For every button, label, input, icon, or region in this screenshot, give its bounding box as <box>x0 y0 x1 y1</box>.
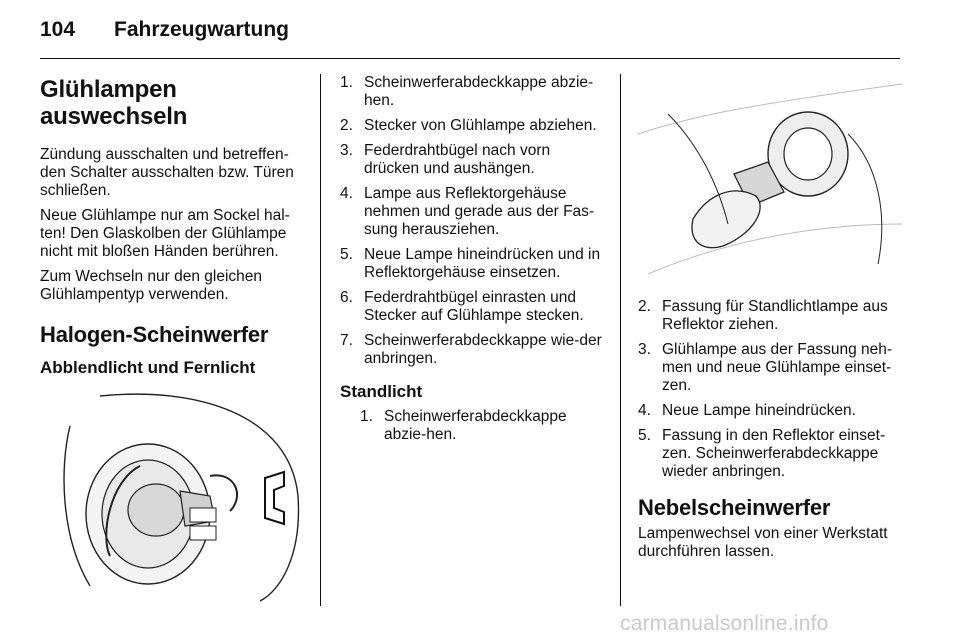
step-text: Federdrahtbügel nach vorn drücken und aushängen. <box>364 142 551 177</box>
step-number: 5. <box>340 246 353 263</box>
column-2 <box>340 74 606 451</box>
list-item <box>340 117 606 135</box>
step-list-abblendlicht <box>340 74 606 368</box>
paragraph-same-type: Zum Wechseln nur den gleichen Glühlampentyp verwenden. <box>40 268 263 303</box>
list-item <box>638 298 904 334</box>
step-number: 6. <box>340 289 353 306</box>
header-divider <box>40 58 900 59</box>
column-divider-2 <box>620 74 621 606</box>
step-number: 1. <box>340 74 353 91</box>
step-text: Stecker von Glühlampe abziehen. <box>364 117 597 134</box>
step-number: 2. <box>638 298 651 315</box>
subsection-title-standlicht: Standlicht <box>340 382 423 401</box>
step-text: Fassung in den Reflektor einset-zen. Scheinwerferabdeckkappe wieder anbringen. <box>662 427 886 480</box>
paragraph-werkstatt: Lampenwechsel von einer Werkstatt durchführen lassen. <box>638 525 888 560</box>
column-divider-1 <box>320 74 321 606</box>
title-line-2: auswechseln <box>40 103 188 130</box>
step-list-standlicht-cont <box>638 298 904 481</box>
list-item <box>638 341 904 395</box>
step-text: Scheinwerferabdeckkappe wie-der anbringen. <box>364 332 602 367</box>
step-text: Neue Lampe hineindrücken. <box>662 402 856 419</box>
list-item <box>360 408 606 444</box>
step-text: Fassung für Standlichtlampe aus Reflektor ziehen. <box>662 298 888 333</box>
title-line-1: Glühlampen <box>40 76 177 103</box>
list-item <box>340 246 606 282</box>
parking-light-bulb-illustration <box>638 74 902 288</box>
step-number: 4. <box>340 185 353 202</box>
step-text: Scheinwerferabdeckkappe abzie-hen. <box>364 74 594 109</box>
step-number: 3. <box>340 142 353 159</box>
column-3 <box>638 298 904 568</box>
step-text: Federdrahtbügel einrasten und Stecker auf Glühlampe stecken. <box>364 289 584 324</box>
step-text: Neue Lampe hineindrücken und in Reflektorgehäuse einsetzen. <box>364 246 601 281</box>
step-text: Lampe aus Reflektorgehäuse nehmen und gerade aus der Fas-sung herausziehen. <box>364 185 595 238</box>
list-item <box>340 332 606 368</box>
paragraph-handling: Neue Glühlampe nur am Sockel hal-ten! Den Glaskolben der Glühlampe nicht mit bloßen Händen berühren. <box>40 207 290 260</box>
page-number: 104 <box>40 18 76 41</box>
subsection-title-abblendlicht: Abblendlicht und Fernlicht <box>40 358 256 377</box>
list-item <box>340 289 606 325</box>
step-list-standlicht <box>340 408 606 444</box>
step-number: 7. <box>340 332 353 349</box>
running-title: Fahrzeugwartung <box>114 18 290 41</box>
list-item <box>638 402 904 420</box>
list-item <box>340 74 606 110</box>
step-number: 2. <box>340 117 353 134</box>
step-text: Scheinwerferabdeckkappe abzie-hen. <box>384 408 567 443</box>
step-text: Glühlampe aus der Fassung neh-men und neue Glühlampe einset-zen. <box>662 341 893 394</box>
list-item <box>638 427 904 481</box>
section-title-halogen: Halogen-Scheinwerfer <box>40 322 269 347</box>
list-item <box>340 185 606 239</box>
watermark: carmanualsonline.info <box>620 612 829 635</box>
step-number: 4. <box>638 402 651 419</box>
step-number: 5. <box>638 427 651 444</box>
step-number: 3. <box>638 341 651 358</box>
section-title-nebelscheinwerfer: Nebelscheinwerfer <box>638 495 831 520</box>
paragraph-ignition: Zündung ausschalten und betreffen-den Schalter ausschalten bzw. Türen schließen. <box>40 146 294 199</box>
step-number: 1. <box>360 408 373 425</box>
headlamp-bulb-illustration <box>40 386 304 604</box>
page-header <box>40 18 289 50</box>
column-1 <box>40 74 306 604</box>
section-title-gluehlampen <box>40 76 306 130</box>
list-item <box>340 142 606 178</box>
